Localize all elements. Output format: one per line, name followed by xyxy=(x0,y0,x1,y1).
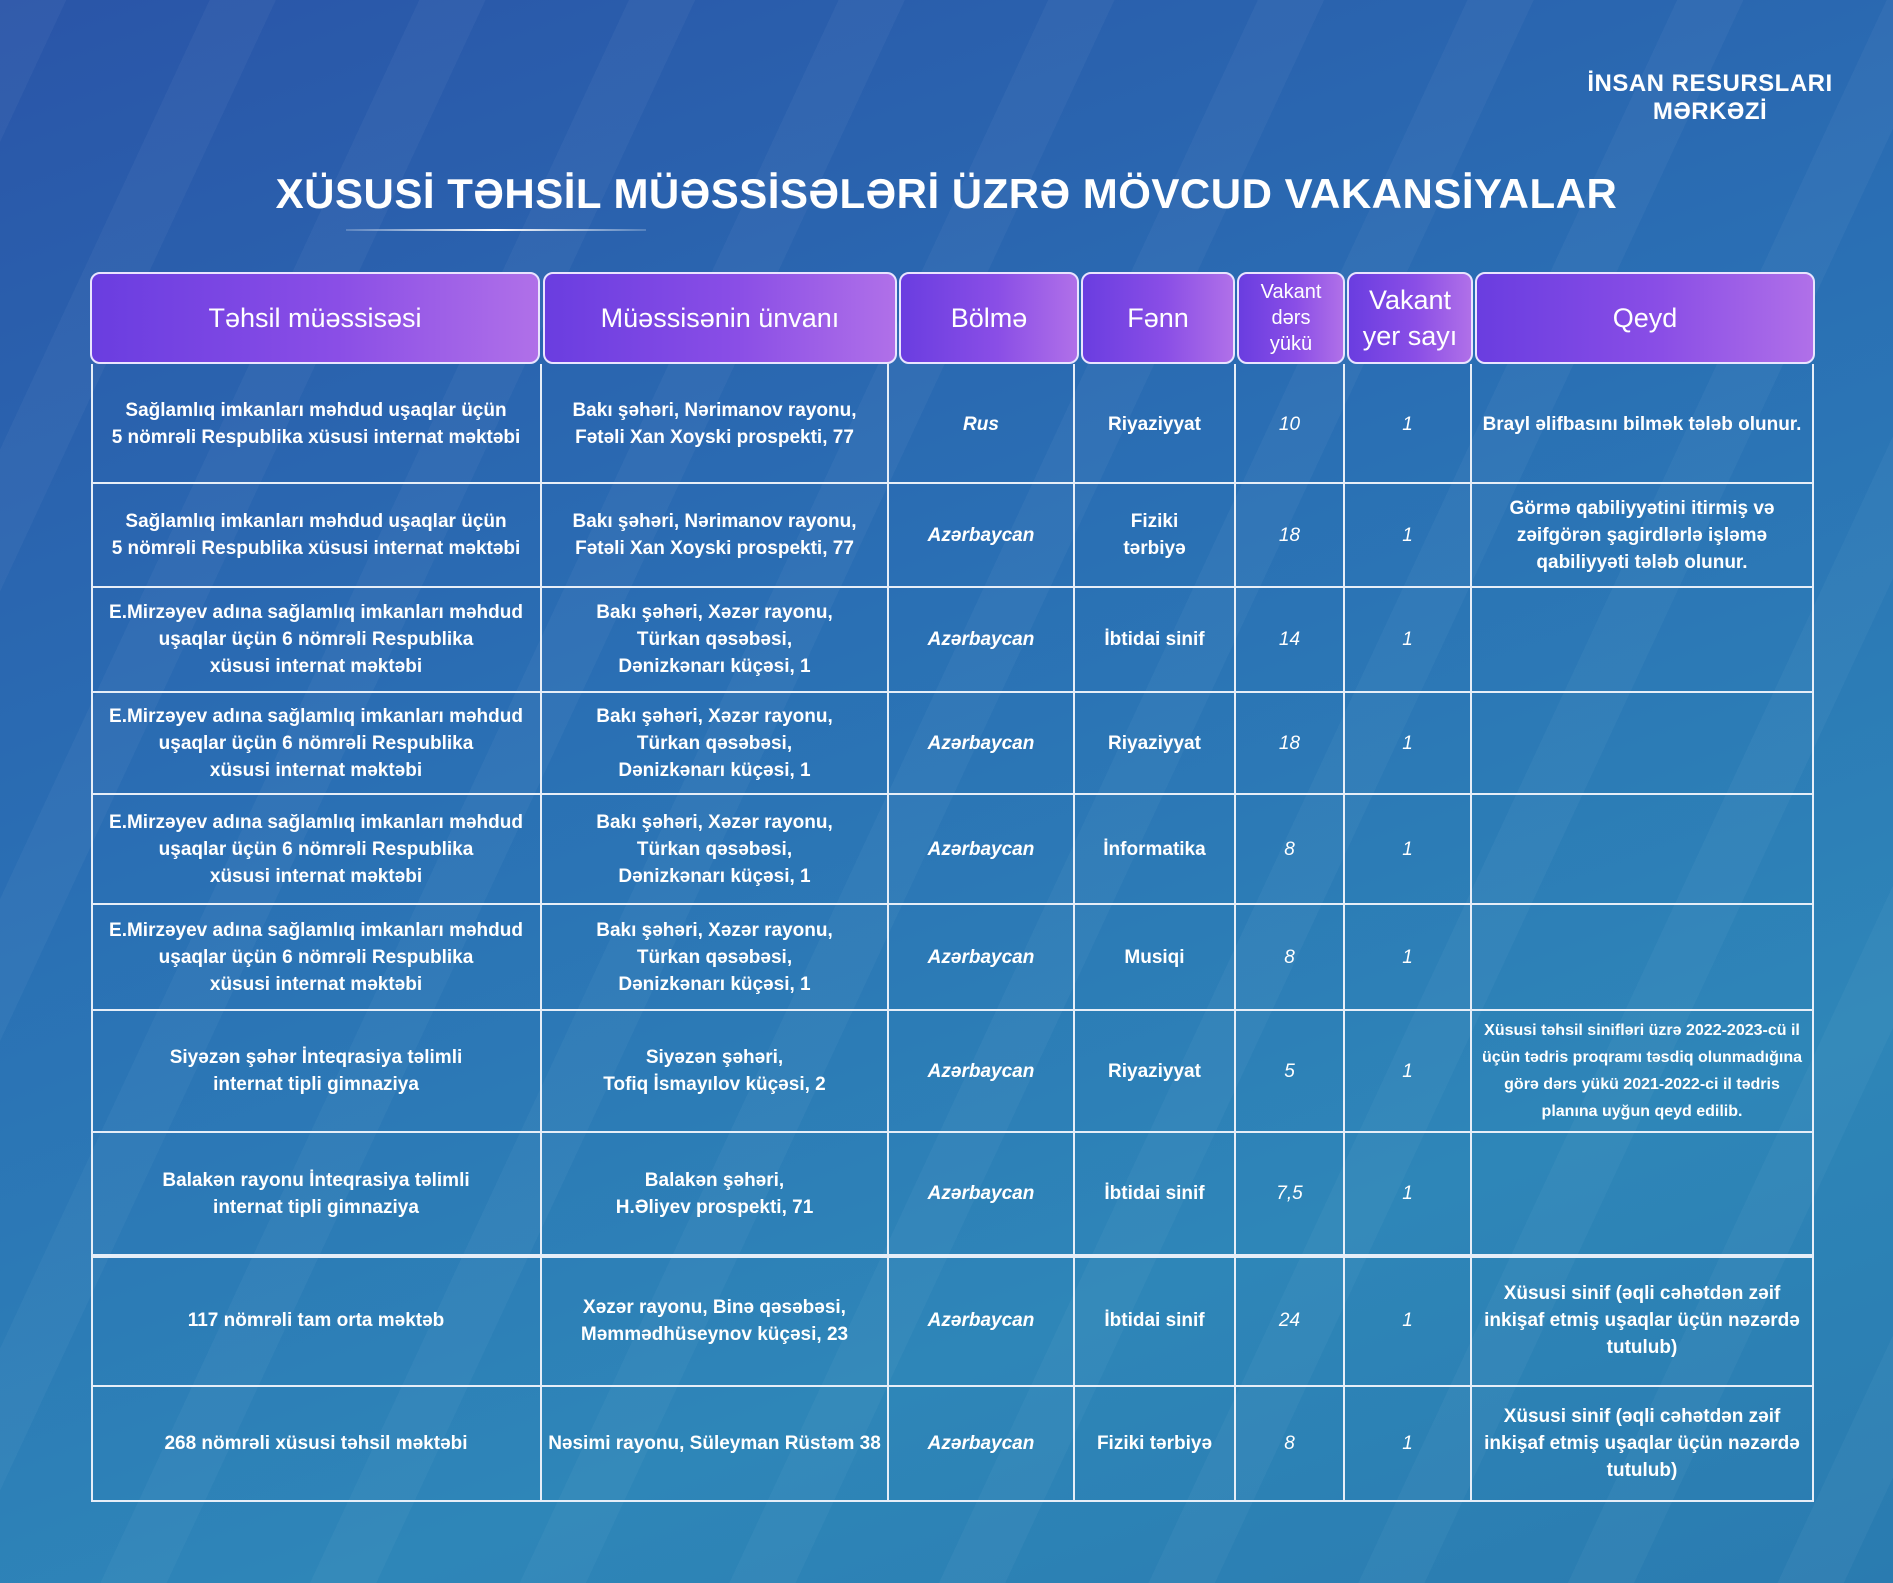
cell-subject: İbtidai sinif xyxy=(1104,1310,1205,1331)
cell-load: 18 xyxy=(1278,732,1301,754)
brand-line-2: MƏRKƏZİ xyxy=(1652,98,1768,125)
cell-seats: 1 xyxy=(1402,413,1413,435)
cell-note xyxy=(1472,693,1812,793)
cell-load: 8 xyxy=(1284,1433,1295,1454)
cell-section: Azərbaycan xyxy=(927,1310,1035,1331)
cell-subject: İbtidai sinif xyxy=(1104,629,1205,650)
cell-institution: Siyəzən şəhər İnteqrasiya təlimli internat tipli gimnaziya xyxy=(169,1047,463,1095)
cell-subject: Riyaziyyat xyxy=(1108,732,1201,754)
cell-subject: Musiqi xyxy=(1124,946,1185,968)
header-address: Müəssisənin ünvanı xyxy=(543,272,897,364)
cell-institution: E.Mirzəyev adına sağlamlıq imkanları məhdud uşaqlar üçün 6 nömrəli Respublika xüsusi internat məktəbi xyxy=(109,602,523,677)
cell-address: Balakən şəhəri, H.Əliyev prospekti, 71 xyxy=(615,1169,814,1218)
cell-institution: Balakən rayonu İnteqrasiya təlimli internat tipli gimnaziya xyxy=(162,1169,470,1218)
cell-institution: Sağlamlıq imkanları məhdud uşaqlar üçün 5 nömrəli Respublika xüsusi internat məktəbi xyxy=(111,400,521,448)
cell-address: Bakı şəhəri, Xəzər rayonu, Türkan qəsəbəsi, Dənizkənarı küçəsi, 1 xyxy=(596,705,833,781)
cell-subject: Fiziki tərbiyə xyxy=(1123,511,1186,559)
cell-seats: 1 xyxy=(1402,1310,1413,1331)
brand-line-1: İNSAN RESURSLARI xyxy=(1587,70,1833,97)
cell-note xyxy=(1472,795,1812,903)
cell-note xyxy=(1472,905,1812,1009)
cell-institution: E.Mirzəyev adına sağlamlıq imkanları məhdud uşaqlar üçün 6 nömrəli Respublika xüsusi internat məktəbi xyxy=(109,811,523,887)
cell-subject: Fiziki tərbiyə xyxy=(1096,1433,1213,1454)
header-load: Vakant dərs yükü xyxy=(1237,272,1345,364)
cell-load: 18 xyxy=(1278,524,1301,546)
cell-address: Bakı şəhəri, Nərimanov rayonu, Fətəli Xan Xoyski prospekti, 77 xyxy=(572,400,857,448)
cell-load: 5 xyxy=(1284,1060,1295,1082)
cell-seats: 1 xyxy=(1402,1060,1413,1082)
cell-address: Bakı şəhəri, Xəzər rayonu, Türkan qəsəbəsi, Dənizkənarı küçəsi, 1 xyxy=(596,811,833,887)
cell-section: Azərbaycan xyxy=(927,838,1035,860)
cell-institution: 117 nömrəli tam orta məktəb xyxy=(187,1310,445,1331)
cell-section: Azərbaycan xyxy=(927,1183,1035,1204)
header-subject: Fənn xyxy=(1081,272,1235,364)
header-section: Bölmə xyxy=(899,272,1079,364)
cell-institution: Sağlamlıq imkanları məhdud uşaqlar üçün 5 nömrəli Respublika xüsusi internat məktəbi xyxy=(111,511,521,559)
header-seats: Vakant yer sayı xyxy=(1347,272,1473,364)
cell-subject: Riyaziyyat xyxy=(1108,413,1201,435)
cell-institution: E.Mirzəyev adına sağlamlıq imkanları məhdud uşaqlar üçün 6 nömrəli Respublika xüsusi internat məktəbi xyxy=(109,919,523,995)
cell-section: Rus xyxy=(963,413,999,435)
cell-note: Görmə qabiliyyətini itirmiş və zəifgörən şagirdlərlə işləmə qabiliyyəti tələb olunur. xyxy=(1509,497,1775,573)
cell-section: Azərbaycan xyxy=(927,524,1035,546)
cell-address: Xəzər rayonu, Binə qəsəbəsi, Məmmədhüseynov küçəsi, 23 xyxy=(580,1296,849,1345)
cell-address: Nəsimi rayonu, Süleyman Rüstəm 38 xyxy=(548,1433,881,1454)
header-note: Qeyd xyxy=(1475,272,1815,364)
cell-address: Siyəzən şəhəri, Tofiq İsmayılov küçəsi, 2 xyxy=(603,1047,826,1095)
brand-logo xyxy=(1560,70,1860,126)
header-institution: Təhsil müəssisəsi xyxy=(90,272,540,364)
cell-section: Azərbaycan xyxy=(927,1433,1035,1454)
cell-note: Xüsusi sinif (əqli cəhətdən zəif inkişaf etmiş uşaqlar üçün nəzərdə tutulub) xyxy=(1484,1406,1800,1481)
cell-load: 10 xyxy=(1278,413,1301,435)
cell-seats: 1 xyxy=(1402,1183,1413,1204)
cell-seats: 1 xyxy=(1402,524,1413,546)
cell-seats: 1 xyxy=(1402,732,1413,754)
cell-note xyxy=(1472,1133,1812,1254)
cell-address: Bakı şəhəri, Nərimanov rayonu, Fətəli Xan Xoyski prospekti, 77 xyxy=(572,511,857,559)
cell-subject: Riyaziyyat xyxy=(1108,1060,1201,1082)
cell-section: Azərbaycan xyxy=(927,1060,1035,1082)
cell-section: Azərbaycan xyxy=(927,629,1035,650)
cell-subject: İnformatika xyxy=(1103,838,1206,860)
cell-seats: 1 xyxy=(1402,1433,1413,1454)
cell-section: Azərbaycan xyxy=(927,946,1035,968)
cell-load: 7,5 xyxy=(1276,1183,1303,1204)
cell-seats: 1 xyxy=(1402,946,1413,968)
cell-note: Xüsusi təhsil sinifləri üzrə 2022-2023-cü il üçün tədris proqramı təsdiq olunmadığına görə dərs yükü 2021-2022-ci il tədris planına uyğun qeyd edilib. xyxy=(1481,1022,1803,1120)
page-title: XÜSUSİ TƏHSİL MÜƏSSİSƏLƏRİ ÜZRƏ MÖVCUD VAKANSİYALAR xyxy=(275,170,1618,217)
cell-load: 14 xyxy=(1278,629,1301,650)
cell-seats: 1 xyxy=(1402,838,1413,860)
cell-institution: 268 nömrəli xüsusi təhsil məktəbi xyxy=(164,1433,468,1454)
cell-load: 8 xyxy=(1284,838,1295,860)
cell-address: Bakı şəhəri, Xəzər rayonu, Türkan qəsəbəsi, Dənizkənarı küçəsi, 1 xyxy=(596,919,833,995)
cell-load: 24 xyxy=(1278,1310,1301,1331)
cell-institution: E.Mirzəyev adına sağlamlıq imkanları məhdud uşaqlar üçün 6 nömrəli Respublika xüsusi internat məktəbi xyxy=(109,705,523,781)
cell-subject: İbtidai sinif xyxy=(1104,1183,1205,1204)
cell-seats: 1 xyxy=(1402,629,1413,650)
cell-address: Bakı şəhəri, Xəzər rayonu, Türkan qəsəbəsi, Dənizkənarı küçəsi, 1 xyxy=(596,602,833,677)
cell-note: Brayl əlifbasını bilmək tələb olunur. xyxy=(1482,413,1802,435)
cell-section: Azərbaycan xyxy=(927,732,1035,754)
cell-load: 8 xyxy=(1284,946,1295,968)
title-underline xyxy=(346,229,646,231)
cell-note xyxy=(1472,588,1812,691)
cell-note: Xüsusi sinif (əqli cəhətdən zəif inkişaf etmiş uşaqlar üçün nəzərdə tutulub) xyxy=(1484,1283,1800,1358)
